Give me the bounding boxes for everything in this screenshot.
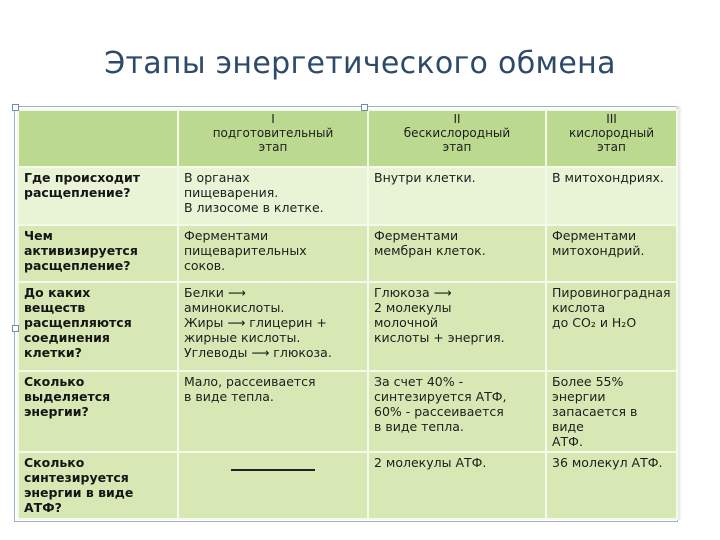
row-question: Сколько выделяется энергии? <box>18 371 178 453</box>
stage-3-cell: В митохондриях. <box>546 167 677 226</box>
resize-handle-top-left[interactable] <box>12 104 19 111</box>
stage-3-cell: 36 молекул АТФ. <box>546 452 677 519</box>
header-stage-3: III кислородный этап <box>546 110 677 167</box>
slide-title: Этапы энергетического обмена <box>104 46 616 81</box>
header-corner-cell <box>18 110 178 167</box>
stage-2-cell: 2 молекулы АТФ. <box>368 452 546 519</box>
stage-3-cell: Более 55% энергии запасается в виде АТФ. <box>546 371 677 453</box>
row-question: Где происходит расщепление? <box>18 167 178 226</box>
header-stage-1: I подготовительный этап <box>178 110 368 167</box>
stage-3-cell: Ферментами митохондрий. <box>546 225 677 282</box>
table-row <box>18 371 677 453</box>
table-header-row <box>18 110 677 167</box>
stage-2-cell: Внутри клетки. <box>368 167 546 226</box>
row-question: Чем активизируется расщепление? <box>18 225 178 282</box>
resize-handle-middle-left[interactable] <box>12 325 19 332</box>
table-row <box>18 225 677 282</box>
table-row <box>18 452 677 519</box>
stage-1-cell: Ферментами пищеварительных соков. <box>178 225 368 282</box>
stage-2-cell: Ферментами мембран клеток. <box>368 225 546 282</box>
stage-1-cell <box>178 452 368 519</box>
row-question: Сколько синтезируется энергии в виде АТФ? <box>18 452 178 519</box>
stage-1-cell: Белки ⟶ аминокислоты. Жиры ⟶ глицерин + жирные кислоты. Углеводы ⟶ глюкоза. <box>178 282 368 371</box>
empty-dash <box>231 469 315 471</box>
resize-handle-top-center[interactable] <box>361 104 368 111</box>
energy-exchange-table <box>17 109 678 520</box>
header-stage-2: II бескислородный этап <box>368 110 546 167</box>
table-row <box>18 282 677 371</box>
row-question: До каких веществ расщепляются соединения клетки? <box>18 282 178 371</box>
stage-1-cell: Мало, рассеивается в виде тепла. <box>178 371 368 453</box>
stage-1-cell: В органах пищеварения. В лизосоме в клетке. <box>178 167 368 226</box>
stage-2-cell: За счет 40% - синтезируется АТФ, 60% - рассеивается в виде тепла. <box>368 371 546 453</box>
stage-3-cell: Пировиноградная кислота до CO₂ и H₂O <box>546 282 677 371</box>
stage-2-cell: Глюкоза ⟶ 2 молекулы молочной кислоты + энергия. <box>368 282 546 371</box>
table-row <box>18 167 677 226</box>
